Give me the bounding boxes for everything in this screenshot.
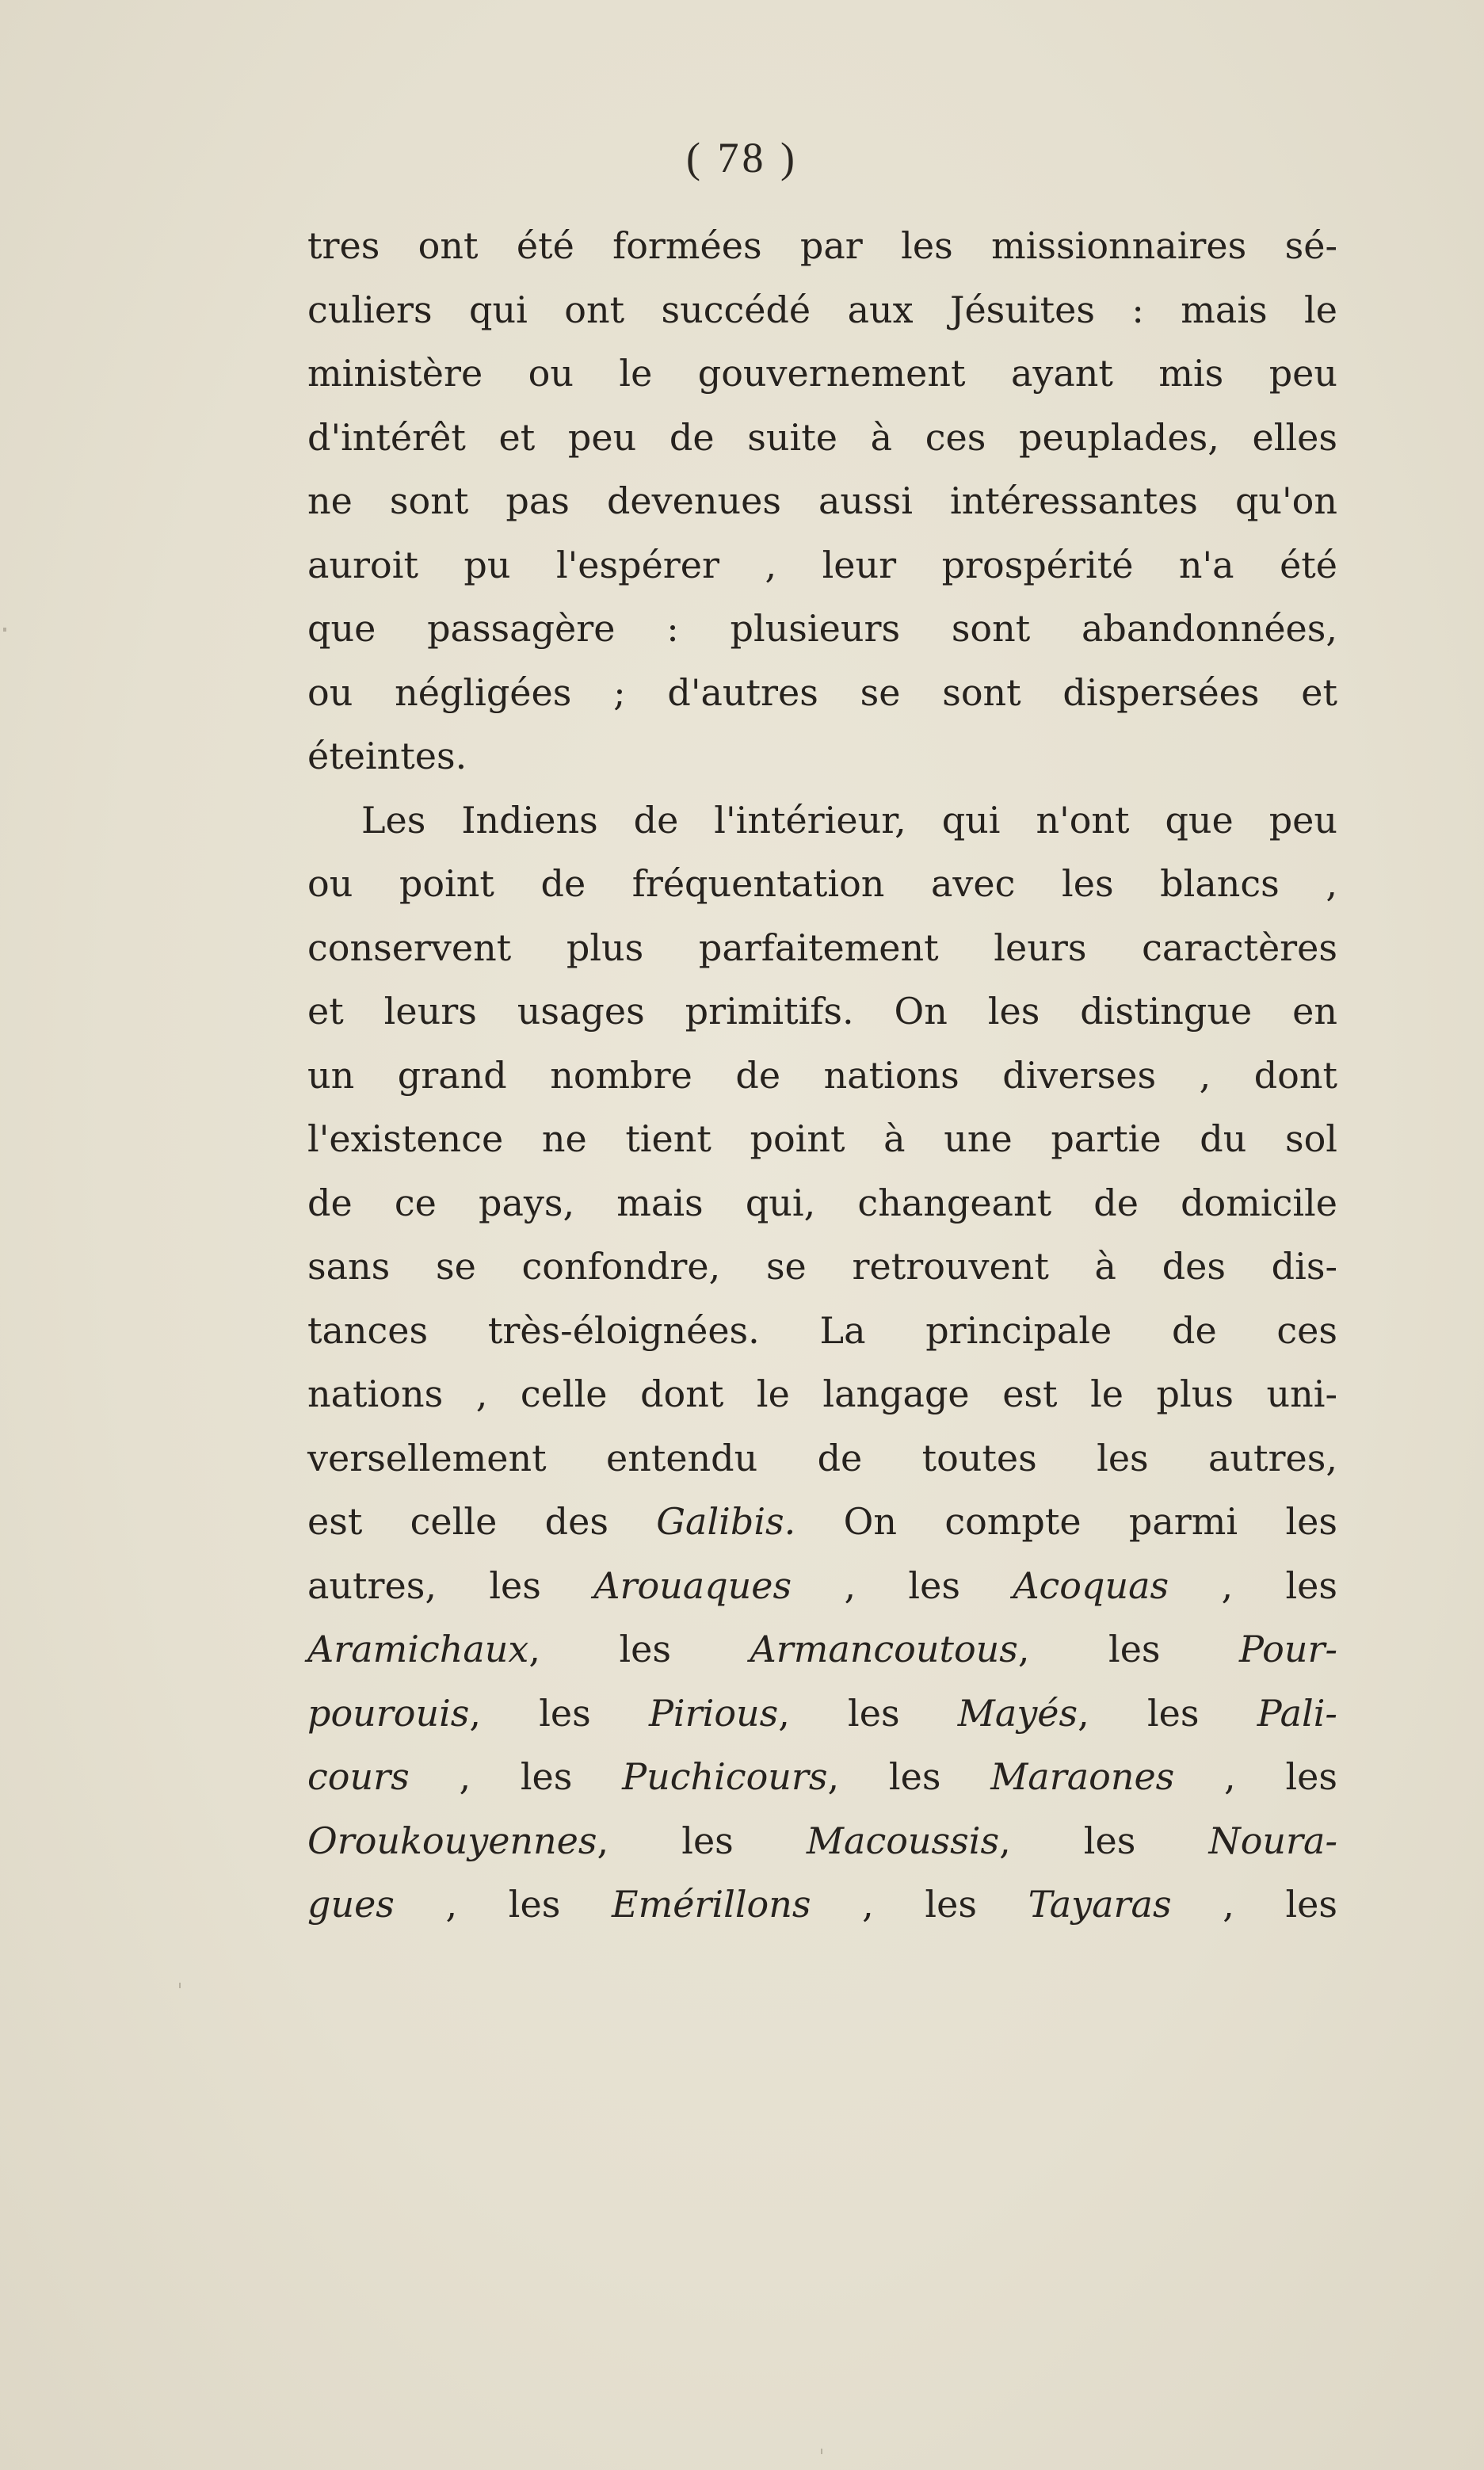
italic-text-segment: gues [307, 1883, 395, 1926]
text-segment: un grand nombre de nations diverses , dont [307, 1053, 1337, 1097]
paper-speck [179, 1983, 181, 1988]
text-line [307, 1362, 1337, 1426]
italic-text-segment: Puchicours [622, 1755, 828, 1798]
text-line [307, 469, 1337, 533]
text-segment: , les [778, 1691, 958, 1735]
text-segment: , les [1171, 1883, 1337, 1926]
text-segment: ministère ou le gouvernement ayant mis peu [307, 352, 1337, 395]
text-line [307, 1299, 1337, 1363]
text-line [307, 1745, 1337, 1809]
italic-text-segment: Acoquas [1013, 1563, 1169, 1607]
text-segment: , les [1169, 1563, 1337, 1607]
text-line [307, 1235, 1337, 1299]
text-segment: que passagère : plusieurs sont abandonnées, [307, 607, 1337, 650]
italic-text-segment: Aramichaux [307, 1628, 529, 1670]
text-segment: , les [1017, 1628, 1240, 1670]
italic-text-segment: Maraones [990, 1755, 1175, 1798]
text-line [307, 214, 1337, 278]
text-line [307, 1426, 1337, 1491]
text-segment: auroit pu l'espérer , leur prospérité n'a été [307, 543, 1337, 586]
italic-text-segment: Macoussis [806, 1819, 1000, 1862]
paper-speck [3, 628, 6, 632]
text-segment: l'existence ne tient point à une partie du sol [307, 1117, 1337, 1160]
text-segment: , les [827, 1755, 991, 1798]
italic-text-segment: Emérillons [612, 1883, 811, 1926]
italic-text-segment: Pali- [1257, 1691, 1337, 1735]
text-segment: , les [1174, 1755, 1337, 1798]
text-segment: ou point de fréquentation avec les blancs , [307, 862, 1337, 905]
text-segment: , les [394, 1883, 612, 1926]
text-line [307, 1873, 1337, 1937]
body-text [307, 214, 1337, 1937]
italic-text-segment: Mayés [957, 1691, 1078, 1735]
text-segment: tres ont été formées par les missionnaires sé- [307, 224, 1337, 267]
text-line [307, 1044, 1337, 1108]
text-line [307, 597, 1337, 661]
page-number: ( 78 ) [686, 134, 798, 181]
text-segment: Les Indiens de l'intérieur, qui n'ont que peu [361, 798, 1337, 842]
text-segment: , les [409, 1755, 623, 1798]
italic-text-segment: pourouis [307, 1691, 470, 1735]
text-line [307, 1809, 1337, 1873]
text-segment: autres, les [307, 1563, 594, 1607]
text-line [307, 533, 1337, 597]
text-segment: , les [1078, 1691, 1257, 1735]
text-line [307, 724, 1337, 788]
text-segment: culiers qui ont succédé aux Jésuites : mais le [307, 288, 1337, 331]
text-line [307, 1171, 1337, 1235]
text-segment: , les [999, 1819, 1209, 1862]
text-segment: sans se confondre, se retrouvent à des dis- [307, 1245, 1337, 1288]
text-segment: conservent plus parfaitement leurs caractères [307, 926, 1337, 969]
text-segment: éteintes. [307, 735, 467, 777]
italic-text-segment: Oroukouyennes [307, 1819, 597, 1862]
text-line [307, 278, 1337, 342]
text-segment: est celle des [307, 1500, 657, 1543]
text-line [307, 916, 1337, 980]
text-line [307, 1490, 1337, 1554]
italic-text-segment: Galibis. [656, 1500, 796, 1543]
text-line [307, 979, 1337, 1044]
text-segment: ne sont pas devenues aussi intéressantes qu'on [307, 479, 1337, 522]
text-segment: , les [792, 1563, 1013, 1607]
italic-text-segment: cours [307, 1755, 410, 1798]
text-segment: nations , celle dont le langage est le plus uni- [307, 1372, 1337, 1415]
italic-text-segment: Pirious [648, 1691, 779, 1735]
text-segment: , les [528, 1628, 750, 1670]
text-segment: et leurs usages primitifs. On les distingue en [307, 990, 1337, 1033]
italic-text-segment: Arouaques [593, 1563, 792, 1607]
italic-text-segment: Pour- [1239, 1628, 1337, 1670]
text-line [307, 342, 1337, 406]
italic-text-segment: Armancoutous [750, 1628, 1018, 1670]
text-segment: , les [811, 1883, 1028, 1926]
text-segment: ou négligées ; d'autres se sont dispersées et [307, 670, 1337, 714]
text-line [307, 1554, 1337, 1618]
text-line [307, 1107, 1337, 1171]
text-line [307, 406, 1337, 470]
text-line [307, 661, 1337, 725]
text-segment: , les [597, 1819, 807, 1862]
text-line [307, 1617, 1337, 1682]
paper-speck [821, 2449, 822, 2454]
text-line [307, 852, 1337, 916]
text-segment: , les [469, 1691, 649, 1735]
text-line [307, 1682, 1337, 1746]
text-segment: On compte parmi les [795, 1500, 1337, 1543]
text-segment: d'intérêt et peu de suite à ces peuplades, elles [307, 415, 1337, 459]
italic-text-segment: Noura- [1208, 1819, 1337, 1862]
text-segment: versellement entendu de toutes les autres, [307, 1436, 1337, 1479]
text-segment: de ce pays, mais qui, changeant de domicile [307, 1181, 1337, 1224]
text-segment: tances très-éloignées. La principale de ces [307, 1308, 1337, 1352]
text-line [307, 788, 1337, 853]
italic-text-segment: Tayaras [1028, 1883, 1172, 1926]
